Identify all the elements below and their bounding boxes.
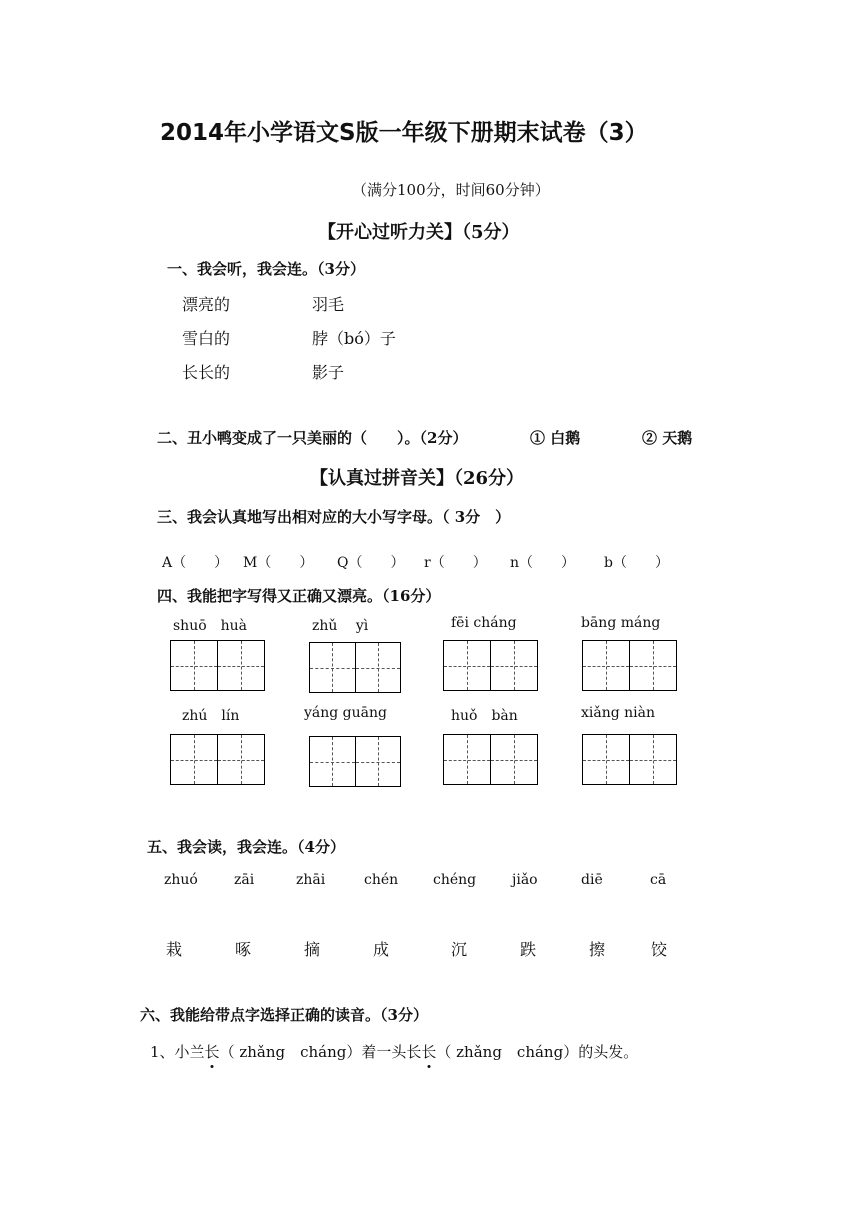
q5-pinyin: cā: [650, 872, 667, 888]
question-2-heading: 二、丑小鸭变成了一只美丽的（ ）。（2分）: [157, 429, 468, 447]
q4-pinyin: zhú lín: [182, 708, 240, 724]
question-3-heading: 三、我会认真地写出相对应的大小写字母。（ 3分 ）: [157, 508, 511, 526]
q3-letter-blank: n（ ）: [510, 555, 576, 571]
q5-character: 饺: [651, 940, 668, 959]
q1-right-item: 脖（bó）子: [312, 329, 396, 348]
question-4-heading: 四、我能把字写得又正确又漂亮。（16分）: [157, 587, 441, 605]
q3-letter-blank: Q（ ）: [337, 555, 405, 571]
section-header-listening: 【开心过听力关】（5分）: [318, 222, 520, 243]
question-6-heading: 六、我能给带点字选择正确的读音。（3分）: [140, 1006, 428, 1024]
q1-left-item: 长长的: [182, 363, 231, 382]
q6-sentence-1: [150, 1041, 638, 1062]
dotted-character: 长: [204, 1043, 220, 1061]
q5-pinyin: chéng: [433, 872, 477, 888]
q5-character: 栽: [166, 940, 183, 959]
q3-letter-blank: A（ ）: [162, 555, 229, 571]
q1-right-item: 影子: [312, 363, 345, 382]
writing-grid[interactable]: [309, 736, 401, 787]
writing-grid[interactable]: [582, 640, 677, 691]
q4-pinyin: huǒ bàn: [451, 708, 518, 724]
q5-pinyin: diē: [581, 872, 603, 888]
q4-pinyin: yáng guāng: [304, 705, 387, 721]
q5-character: 啄: [235, 940, 252, 959]
writing-grid[interactable]: [443, 734, 538, 785]
q5-character: 跌: [520, 940, 537, 959]
dotted-character: 长: [421, 1043, 437, 1061]
q3-letter-blank: r（ ）: [424, 555, 487, 571]
q4-pinyin: zhǔ yì: [312, 618, 369, 634]
q1-left-item: 漂亮的: [182, 295, 231, 314]
q2-option-1: ① 白鹅: [530, 429, 581, 447]
question-1-heading: 一、我会听，我会连。（3分）: [167, 260, 365, 278]
q5-pinyin: jiǎo: [512, 872, 538, 888]
q5-character: 沉: [451, 940, 468, 959]
question-5-heading: 五、我会读，我会连。（4分）: [147, 838, 345, 856]
writing-grid[interactable]: [170, 734, 265, 785]
q6-sentence-middle: （ zhǎng cháng）着一头长: [219, 1043, 422, 1061]
q2-option-2: ② 天鹅: [642, 429, 693, 447]
q4-pinyin: xiǎng niàn: [581, 705, 656, 721]
writing-grid[interactable]: [309, 642, 401, 693]
q3-letter-blank: b（ ）: [604, 555, 669, 571]
page-subtitle: （满分100分，时间60分钟）: [352, 181, 550, 199]
q4-pinyin: shuō huà: [173, 618, 248, 634]
q5-pinyin: zhuó: [164, 872, 198, 888]
q1-right-item: 羽毛: [312, 295, 345, 314]
q5-pinyin: chén: [364, 872, 399, 888]
q3-letter-blank: M（ ）: [243, 555, 314, 571]
q4-pinyin: fēi cháng: [451, 615, 517, 631]
writing-grid[interactable]: [582, 734, 677, 785]
q5-pinyin: zāi: [234, 872, 255, 888]
q1-left-item: 雪白的: [182, 329, 231, 348]
q5-character: 擦: [589, 940, 606, 959]
q5-pinyin: zhāi: [296, 872, 326, 888]
q6-sentence-suffix: （ zhǎng cháng）的头发。: [436, 1043, 639, 1061]
q4-pinyin: bāng máng: [581, 615, 661, 631]
page-title: 2014年小学语文S版一年级下册期末试卷（3）: [160, 120, 648, 146]
writing-grid[interactable]: [443, 640, 538, 691]
q6-sentence-prefix: 1、小兰: [150, 1043, 205, 1061]
section-header-pinyin: 【认真过拼音关】（26分）: [310, 468, 525, 489]
q5-character: 摘: [304, 940, 321, 959]
q5-character: 成: [373, 940, 390, 959]
writing-grid[interactable]: [170, 640, 265, 691]
